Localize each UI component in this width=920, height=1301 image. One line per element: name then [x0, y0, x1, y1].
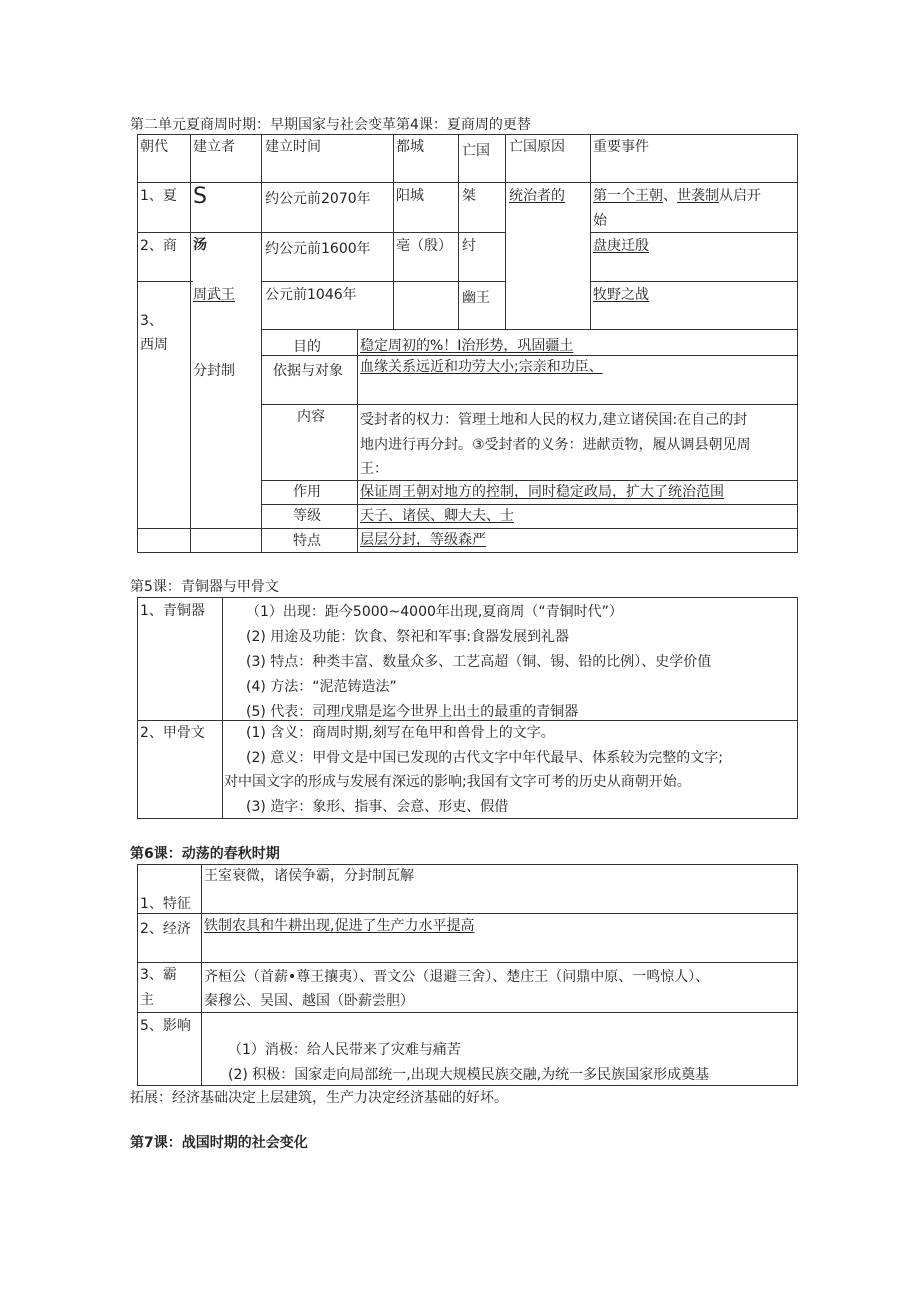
- bronze-item-1: （1）出现：距今5000~4000年出现,夏商周（“青铜时代”）: [246, 604, 623, 620]
- xia-cause: 统治者的: [509, 188, 565, 204]
- impact-positive: (2) 积极：国家走向局部统一,出现大规模民族交融,为统一多民族国家形成奠基: [228, 1067, 710, 1083]
- shang-capital: 亳（殷）: [396, 238, 452, 254]
- hegemon-line-1: 齐桓公（首薪•尊王攘夷）、晋文公（退避三舍）、楚庄王（问鼎中原、一鸣惊人）、: [204, 969, 710, 985]
- fenfeng-basis: 血缘关系远近和功劳大小;宗亲和功臣、: [360, 359, 603, 375]
- fenfeng-effect: 保证周王朝对地方的控制，同时稳定政局，扩大了统治范围: [360, 484, 724, 500]
- oracle-item-1: (1) 含义：商周时期,刻写在龟甲和兽骨上的文字。: [246, 725, 555, 741]
- bronze-item-3: (3) 特点：种类丰富、数量众多、工艺高超（铜、锡、铅的比例）、史学价值: [246, 654, 712, 670]
- extension-note: 拓展：经济基础决定上层建筑，生产力决定经济基础的好坏。: [130, 1090, 508, 1106]
- impact-label: 5、影响: [140, 1018, 191, 1034]
- fenfeng-feature: 层层分封，等级森严: [360, 532, 486, 548]
- col-header-time: 建立时间: [265, 139, 321, 155]
- oracle-item-2: (2) 意义：甲骨文是中国已发现的古代文字中年代最早、体系较为完整的文字;: [246, 750, 723, 766]
- xia-event-cont: 始: [593, 213, 607, 229]
- shang-dynasty: 2、商: [140, 238, 177, 254]
- fenfeng-purpose: 稳定周初的%！I治形势，巩固疆土: [360, 338, 574, 354]
- zhou-dynasty-cont: 西周: [140, 337, 168, 353]
- col-header-dynasty: 朝代: [140, 139, 168, 155]
- oracle-label: 2、甲骨文: [140, 725, 205, 741]
- lesson6-title: 第6课：动荡的春秋时期: [130, 846, 280, 862]
- xia-founder: S: [193, 184, 207, 209]
- zhou-time: 公元前1046年: [265, 287, 357, 303]
- hegemon-label: 3、霸: [140, 967, 177, 983]
- shang-founder: 汤: [193, 237, 207, 253]
- fenfeng-rank: 天子、诸侯、卿大夫、士: [360, 508, 514, 524]
- fenfeng-label: 分封制: [193, 363, 235, 379]
- fenfeng-purpose-label: 目的: [293, 339, 321, 355]
- fenfeng-content-line1: 受封者的权力：管理土地和人民的权力,建立诸侯国:在自己的封: [360, 412, 748, 428]
- fenfeng-effect-label: 作用: [293, 484, 321, 500]
- lesson7-title: 第7课：战国时期的社会变化: [130, 1135, 308, 1151]
- zhou-last-ruler: 幽王: [462, 290, 490, 306]
- fenfeng-feature-label: 特点: [293, 533, 321, 549]
- xia-capital: 阳城: [396, 188, 424, 204]
- zhou-founder: 周武王: [193, 287, 235, 303]
- oracle-item-2-cont: 对中国文字的形成与发展有深远的影响;我国有文字可考的历史从商朝开始。: [224, 774, 691, 790]
- unit-title: 第二单元夏商周时期：早期国家与社会变革第4课：夏商周的更替: [130, 117, 531, 133]
- hegemon-line-2: 秦穆公、吴国、越国（卧薪尝胆）: [204, 993, 414, 1009]
- fenfeng-content-label: 内容: [297, 409, 325, 425]
- zhou-event: 牧野之战: [593, 287, 649, 303]
- xia-time: 约公元前2070年: [265, 191, 371, 207]
- lesson5-title: 第5课：青铜器与甲骨文: [130, 579, 279, 595]
- xia-event: 第一个王朝、世袭制从启开: [593, 188, 761, 204]
- shang-time: 约公元前1600年: [265, 241, 371, 257]
- xia-dynasty: 1、夏: [140, 188, 177, 204]
- col-header-fall: 亡国: [462, 143, 490, 159]
- bronze-item-4: (4) 方法：“泥范铸造法”: [246, 679, 397, 695]
- feature-label: 1、特征: [140, 896, 191, 912]
- fenfeng-content-line3: 王：: [360, 461, 388, 477]
- col-header-founder: 建立者: [193, 139, 235, 155]
- hegemon-label-cont: 主: [140, 992, 154, 1008]
- economy-text: 铁制农具和牛耕出现,促进了生产力水平提高: [204, 918, 475, 934]
- xia-last-ruler: 桀: [462, 188, 476, 204]
- fenfeng-rank-label: 等级: [293, 508, 321, 524]
- col-header-cause: 亡国原因: [509, 139, 565, 155]
- zhou-dynasty: 3、: [140, 313, 163, 329]
- shang-last-ruler: 纣: [462, 238, 476, 254]
- bronze-item-2: (2) 用途及功能：饮食、祭祀和军事:食器发展到礼器: [246, 629, 569, 645]
- economy-label: 2、经济: [140, 921, 191, 937]
- oracle-item-3: (3) 造字：象形、指事、会意、形吏、假借: [246, 799, 509, 815]
- bronze-label: 1、青铜器: [140, 603, 205, 619]
- feature-text: 王室衰微，诸侯争霸，分封制瓦解: [204, 868, 414, 884]
- impact-negative: （1）消极：给人民带来了灾难与痛苦: [228, 1042, 461, 1058]
- bronze-item-5: (5) 代表：司理戊鼎是迄今世界上出土的最重的青铜器: [246, 704, 579, 720]
- shang-event: 盘庚迁殷: [593, 238, 649, 254]
- col-header-capital: 都城: [396, 139, 424, 155]
- fenfeng-basis-label: 依据与对象: [273, 363, 343, 379]
- col-header-events: 重要事件: [593, 139, 649, 155]
- fenfeng-content-line2: 地内进行再分封。③受封者的义务：进献贡物，履从调县朝见周: [360, 437, 751, 453]
